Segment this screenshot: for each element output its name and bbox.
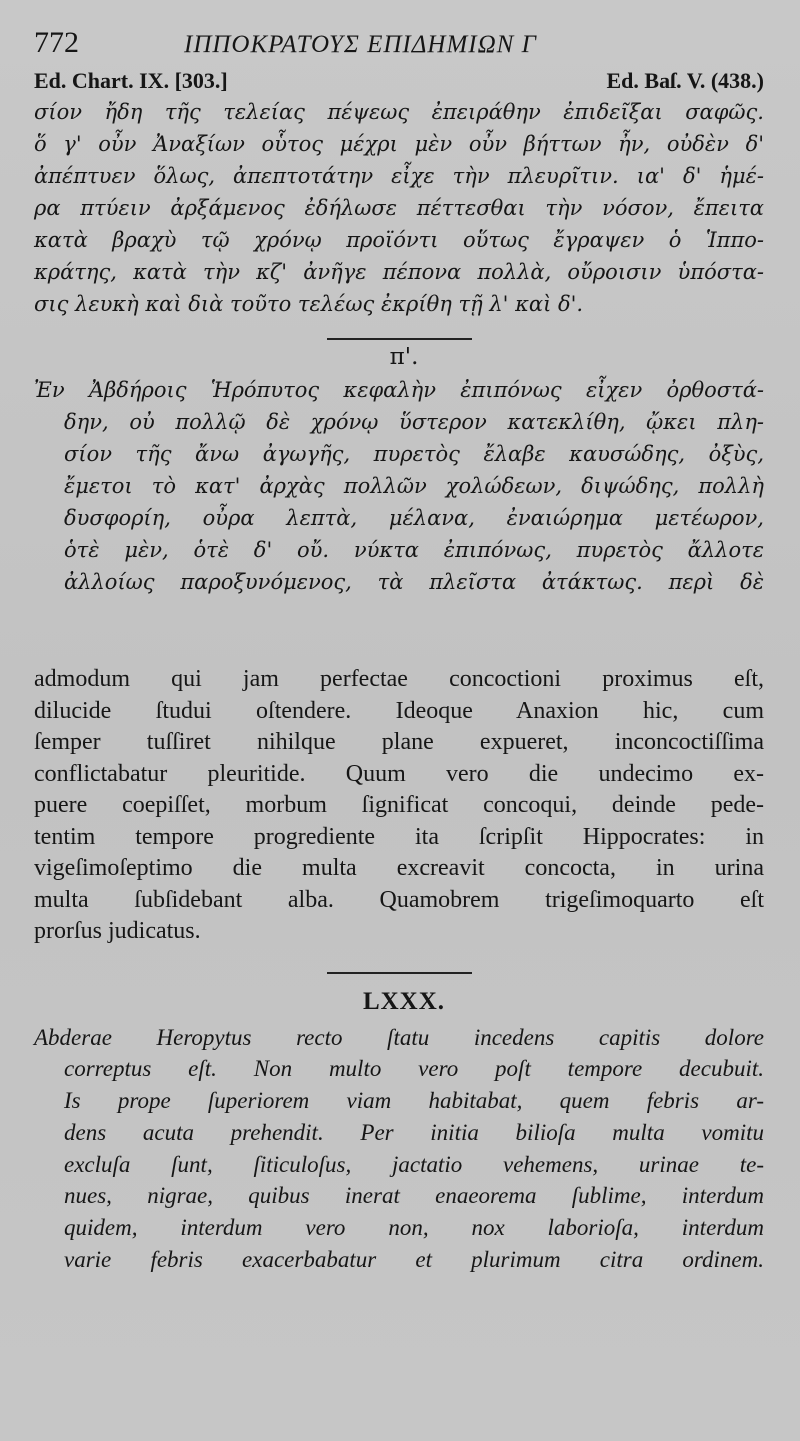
- greek-line: δυσφορίη, οὖρα λεπτὰ, μέλανα, ἐναιώρημα μετέωρον,: [64, 506, 764, 530]
- page-header: [34, 26, 764, 66]
- latin-line: dens acuta prehendit. Per initia bilioſa multa vomitu: [64, 1119, 764, 1145]
- section-divider: [327, 972, 472, 974]
- greek-line: ἀπέπτυεν ὅλως, ἀπεπτοτάτην εἶχε τὴν πλευρῖτιν. ια' δ' ἡμέ-: [34, 164, 764, 188]
- latin-line: admodum qui jam perfectae concoctioni proximus eſt,: [34, 666, 764, 692]
- edition-references: [34, 68, 764, 96]
- latin-line: multa ſubſidebant alba. Quamobrem trigeſimoquarto eſt: [34, 886, 764, 913]
- latin-line: quidem, interdum vero non, nox laborioſa, interdum: [64, 1215, 764, 1241]
- latin-passage-1: [34, 664, 764, 948]
- latin-line: Is prope ſuperiorem viam habitabat, quem febris ar-: [64, 1088, 764, 1114]
- greek-line: ὅ γ' οὖν Ἀναξίων οὗτος μέχρι μὲν οὖν βήττων ἦν, οὐδὲν δ': [34, 132, 764, 156]
- latin-line: tentim tempore progrediente ita ſcripſit Hippocrates: in: [34, 823, 764, 850]
- greek-line: κράτης, κατὰ τὴν κζ' ἀνῆγε πέπονα πολλὰ, οὔροισιν ὑπόστα-: [34, 260, 764, 284]
- latin-line: ſemper tuſſiret nihilque plane expueret, inconcoctiſſima: [34, 729, 764, 755]
- latin-line: puere coepiſſet, morbum ſignificat concoqui, deinde pede-: [34, 792, 764, 818]
- latin-line: dilucide ſtudui oſtendere. Ideoque Anaxion hic, cum: [34, 697, 764, 724]
- edition-chart-reference: Ed. Chart. IX. [303.]: [34, 68, 228, 93]
- latin-line: conflictabatur pleuritide. Quum vero die undecimo ex-: [34, 760, 764, 787]
- greek-line: δην, οὐ πολλῷ δὲ χρόνῳ ὕστερον κατεκλίθη, ᾤκει πλη-: [64, 410, 764, 434]
- latin-line: varie febris exacerbabatur et plurimum citra ordinem.: [64, 1247, 764, 1273]
- latin-line: correptus eſt. Non multo vero poſt tempore decubuit.: [64, 1056, 764, 1082]
- latin-line: vigeſimoſeptimo die multa excreavit concocta, in urina: [34, 855, 764, 881]
- greek-line: σίον τῆς ἄνω ἀγωγῆς, πυρετὸς ἔλαβε καυσώδης, ὀξὺς,: [64, 442, 764, 466]
- page-number: 772: [34, 26, 79, 59]
- latin-line: nues, nigrae, quibus inerat enaeorema ſublime, interdum: [64, 1183, 764, 1209]
- latin-line: excluſa ſunt, ſiticuloſus, jactatio vehemens, urinae te-: [64, 1151, 764, 1177]
- greek-line: ὁτὲ μὲν, ὁτὲ δ' οὔ. νύκτα ἐπιπόνως, πυρετὸς ἄλλοτε: [64, 538, 764, 562]
- greek-section-number: π'.: [389, 344, 419, 370]
- greek-passage-1: [34, 96, 764, 320]
- greek-line: ρα πτύειν ἀρξάμενος ἐδήλωσε πέττεσθαι τὴν νόσον, ἔπειτα: [34, 196, 764, 220]
- greek-line: Ἐν Ἀβδήροις Ἡρόπυτος κεφαλὴν ἐπιπόνως εἶχεν ὀρθοστά-: [34, 378, 764, 402]
- greek-line: σις λευκὴ καὶ διὰ τοῦτο τελέως ἐκρίθη τῇ λ' καὶ δ'.: [34, 292, 584, 316]
- edition-basel-reference: Ed. Baſ. V. (438.): [606, 68, 764, 93]
- greek-line: κατὰ βραχὺ τῷ χρόνῳ προϊόντι οὕτως ἔγραψεν ὁ Ἱππο-: [34, 228, 764, 252]
- latin-section-number: LXXX.: [362, 987, 446, 1015]
- latin-line: Abderae Heropytus recto ſtatu incedens capitis dolore: [34, 1024, 764, 1050]
- greek-line: ἔμετοι τὸ κατ' ἀρχὰς πολλῶν χολώδεων, διψώδης, πολλὴ: [64, 474, 764, 498]
- latin-line: prorſus judicatus.: [34, 918, 201, 944]
- greek-passage-2: [34, 374, 764, 598]
- greek-line: σίον ἤδη τῆς τελείας πέψεως ἐπειράθην ἐπιδεῖξαι σαφῶς.: [34, 100, 764, 124]
- running-title: ΙΠΠΟΚΡΑΤΟΥΣ ΕΠΙΔΗΜΙΩΝ Γ: [184, 31, 537, 58]
- greek-line: ἀλλοίως παροξυνόμενος, τὰ πλεῖστα ἀτάκτως. περὶ δὲ: [64, 570, 764, 594]
- latin-passage-2: [34, 1022, 764, 1276]
